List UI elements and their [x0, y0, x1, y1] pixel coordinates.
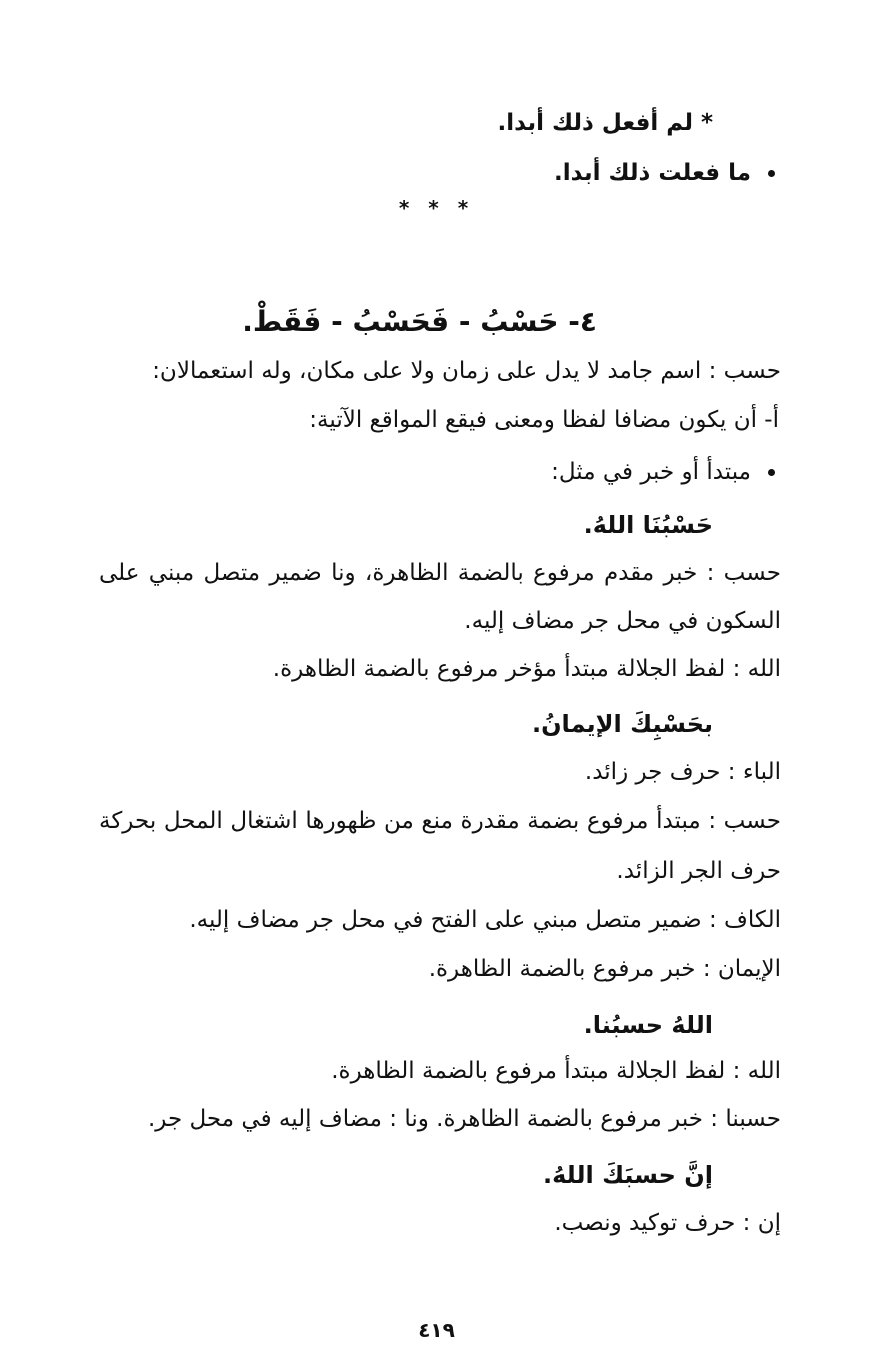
- example-heading-4: إنَّ حسبَكَ اللهُ.: [543, 1161, 713, 1189]
- parse-line: حسب : خبر مقدم مرفوع بالضمة الظاهرة، ونا ضمير متصل مبني على: [99, 560, 781, 586]
- example-heading-3: اللهُ حسبُنا.: [583, 1011, 713, 1039]
- usage-item-a: أ- أن يكون مضافا لفظا ومعنى فيقع المواقع الآتية:: [309, 407, 779, 433]
- example-heading-2: بحَسْبِكَ الإيمانُ.: [531, 710, 713, 738]
- page-number: ٤١٩: [418, 1318, 455, 1342]
- parse-line: الإيمان : خبر مرفوع بالضمة الظاهرة.: [428, 956, 781, 982]
- section-heading: ٤- حَسْبُ - فَحَسْبُ - فَقَطْ.: [242, 305, 597, 338]
- parse-line: حسب : مبتدأ مرفوع بضمة مقدرة منع من ظهورها اشتغال المحل بحركة: [99, 808, 781, 834]
- parse-line: حرف الجر الزائد.: [616, 858, 781, 884]
- example-line-2: ما فعلت ذلك أبدا.: [554, 160, 751, 186]
- section-separator: * * *: [398, 196, 475, 220]
- parse-line: الله : لفظ الجلالة مبتدأ مؤخر مرفوع بالضمة الظاهرة.: [272, 656, 781, 682]
- bullet-icon: [768, 469, 775, 476]
- example-line-1: * لم أفعل ذلك أبدا.: [497, 110, 713, 136]
- parse-line: الله : لفظ الجلالة مبتدأ مرفوع بالضمة الظاهرة.: [331, 1058, 781, 1084]
- definition-line: حسب : اسم جامد لا يدل على زمان ولا على مكان، وله استعمالان:: [152, 358, 781, 384]
- parse-line: السكون في محل جر مضاف إليه.: [464, 608, 781, 634]
- parse-line: إن : حرف توكيد ونصب.: [554, 1210, 781, 1236]
- parse-line: الكاف : ضمير متصل مبني على الفتح في محل جر مضاف إليه.: [189, 907, 781, 933]
- bullet-icon: [768, 170, 775, 177]
- parse-line: حسبنا : خبر مرفوع بالضمة الظاهرة. ونا : مضاف إليه في محل جر.: [147, 1106, 781, 1132]
- example-heading-1: حَسْبُنَا اللهُ.: [583, 511, 713, 539]
- usage-subitem: مبتدأ أو خبر في مثل:: [551, 459, 751, 485]
- parse-line: الباء : حرف جر زائد.: [584, 759, 781, 785]
